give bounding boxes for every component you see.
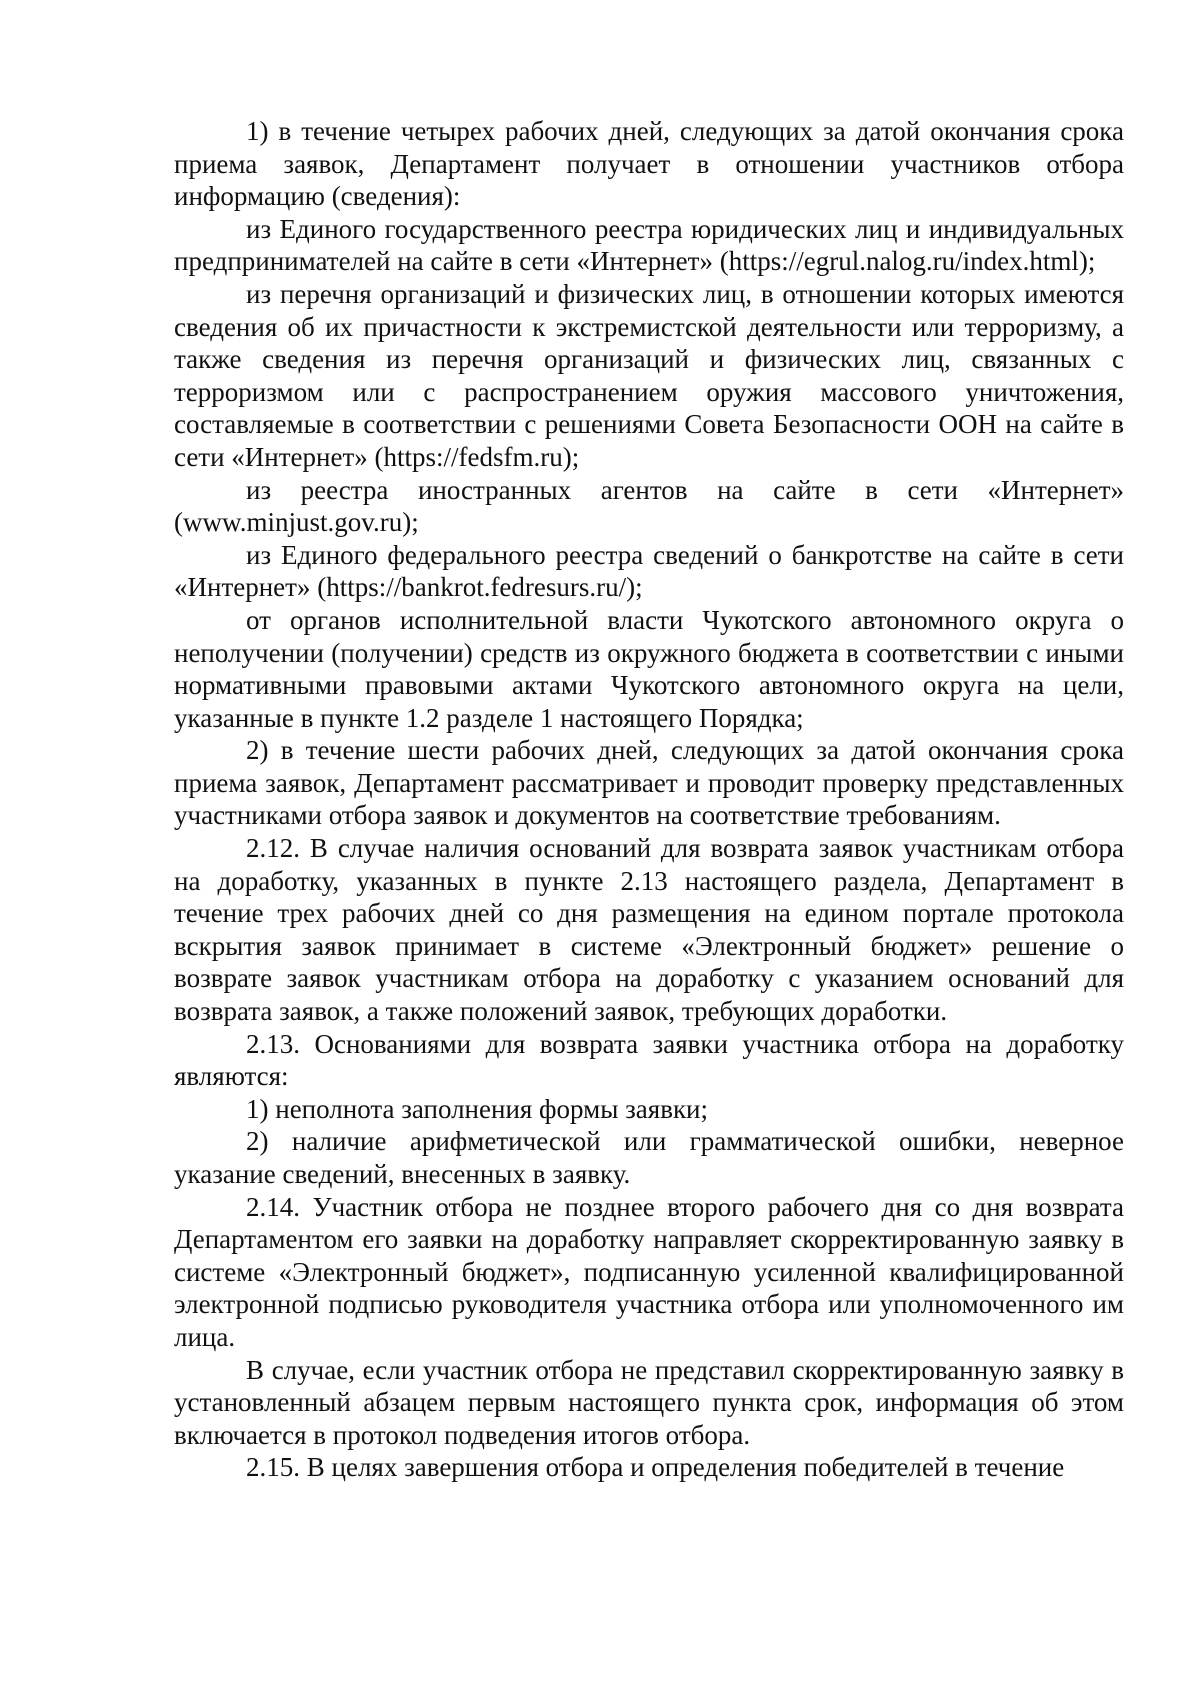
paragraph-2-12: 2.12. В случае наличия оснований для возврата заявок участникам отбора на доработку, указанных в пункте 2.13 настоящего раздела, Департамент в течение трех рабочих дней со дня размещения на едином портале протокола вскрытия заявок принимает в системе «Электронный бюджет» решение о возврате заявок участникам отбора на доработку с указанием оснований для возврата заявок, а также положений заявок, требующих доработки.: [174, 833, 1124, 1027]
paragraph-source-fedsfm: из перечня организаций и физических лиц, в отношении которых имеются сведения об их причастности к экстремистской деятельности или терроризму, а также сведения из перечня организаций и физических лиц, связанных с терроризмом или с распространением оружия массового уничтожения, составляемые в соответствии с решениями Совета Безопасности ООН на сайте в сети «Интернет» (https://fedsfm.ru);: [174, 278, 1124, 472]
paragraph-source-executive-bodies: от органов исполнительной власти Чукотского автономного округа о неполучении (получении) средств из окружного бюджета в соответствии с иными нормативными правовыми актами Чукотского автономного округа на цели, указанные в пункте 1.2 разделе 1 настоящего Порядка;: [174, 604, 1124, 733]
paragraph-1-item-1: 1) в течение четырех рабочих дней, следующих за датой окончания срока приема заявок, Департамент получает в отношении участников отбора информацию (сведения):: [174, 116, 1124, 212]
paragraph-2-13: 2.13. Основаниями для возврата заявки участника отбора на доработку являются:: [174, 1028, 1124, 1092]
paragraph-source-egrul: из Единого государственного реестра юридических лиц и индивидуальных предпринимателей на сайте в сети «Интернет» (https://egrul.nalog.ru/index.html);: [174, 213, 1124, 277]
paragraph-2-13-item-1: 1) неполнота заполнения формы заявки;: [246, 1093, 709, 1124]
paragraph-2-14-second: В случае, если участник отбора не представил скорректированную заявку в установленный абзацем первым настоящего пункта срок, информация об этом включается в протокол подведения итогов отбора.: [174, 1354, 1124, 1450]
paragraph-source-minjust: из реестра иностранных агентов на сайте в сети «Интернет» (www.minjust.gov.ru);: [174, 474, 1124, 538]
paragraph-2-15: 2.15. В целях завершения отбора и определения победителей в течение: [246, 1452, 1065, 1483]
paragraph-2-14: 2.14. Участник отбора не позднее второго рабочего дня со дня возврата Департаментом его заявки на доработку направляет скорректированную заявку в системе «Электронный бюджет», подписанную усиленной квалифицированной электронной подписью руководителя участника отбора или уполномоченного им лица.: [174, 1191, 1124, 1352]
paragraph-item-2: 2) в течение шести рабочих дней, следующих за датой окончания срока приема заявок, Департамент рассматривает и проводит проверку представленных участниками отбора заявок и документов на соответствие требованиям.: [174, 735, 1124, 831]
paragraph-2-13-item-2: 2) наличие арифметической или грамматической ошибки, неверное указание сведений, внесенных в заявку.: [174, 1126, 1124, 1189]
document-body: [174, 115, 1124, 1484]
paragraph-source-fedresurs: из Единого федерального реестра сведений о банкротстве на сайте в сети «Интернет» (https://bankrot.fedresurs.ru/);: [174, 539, 1124, 603]
